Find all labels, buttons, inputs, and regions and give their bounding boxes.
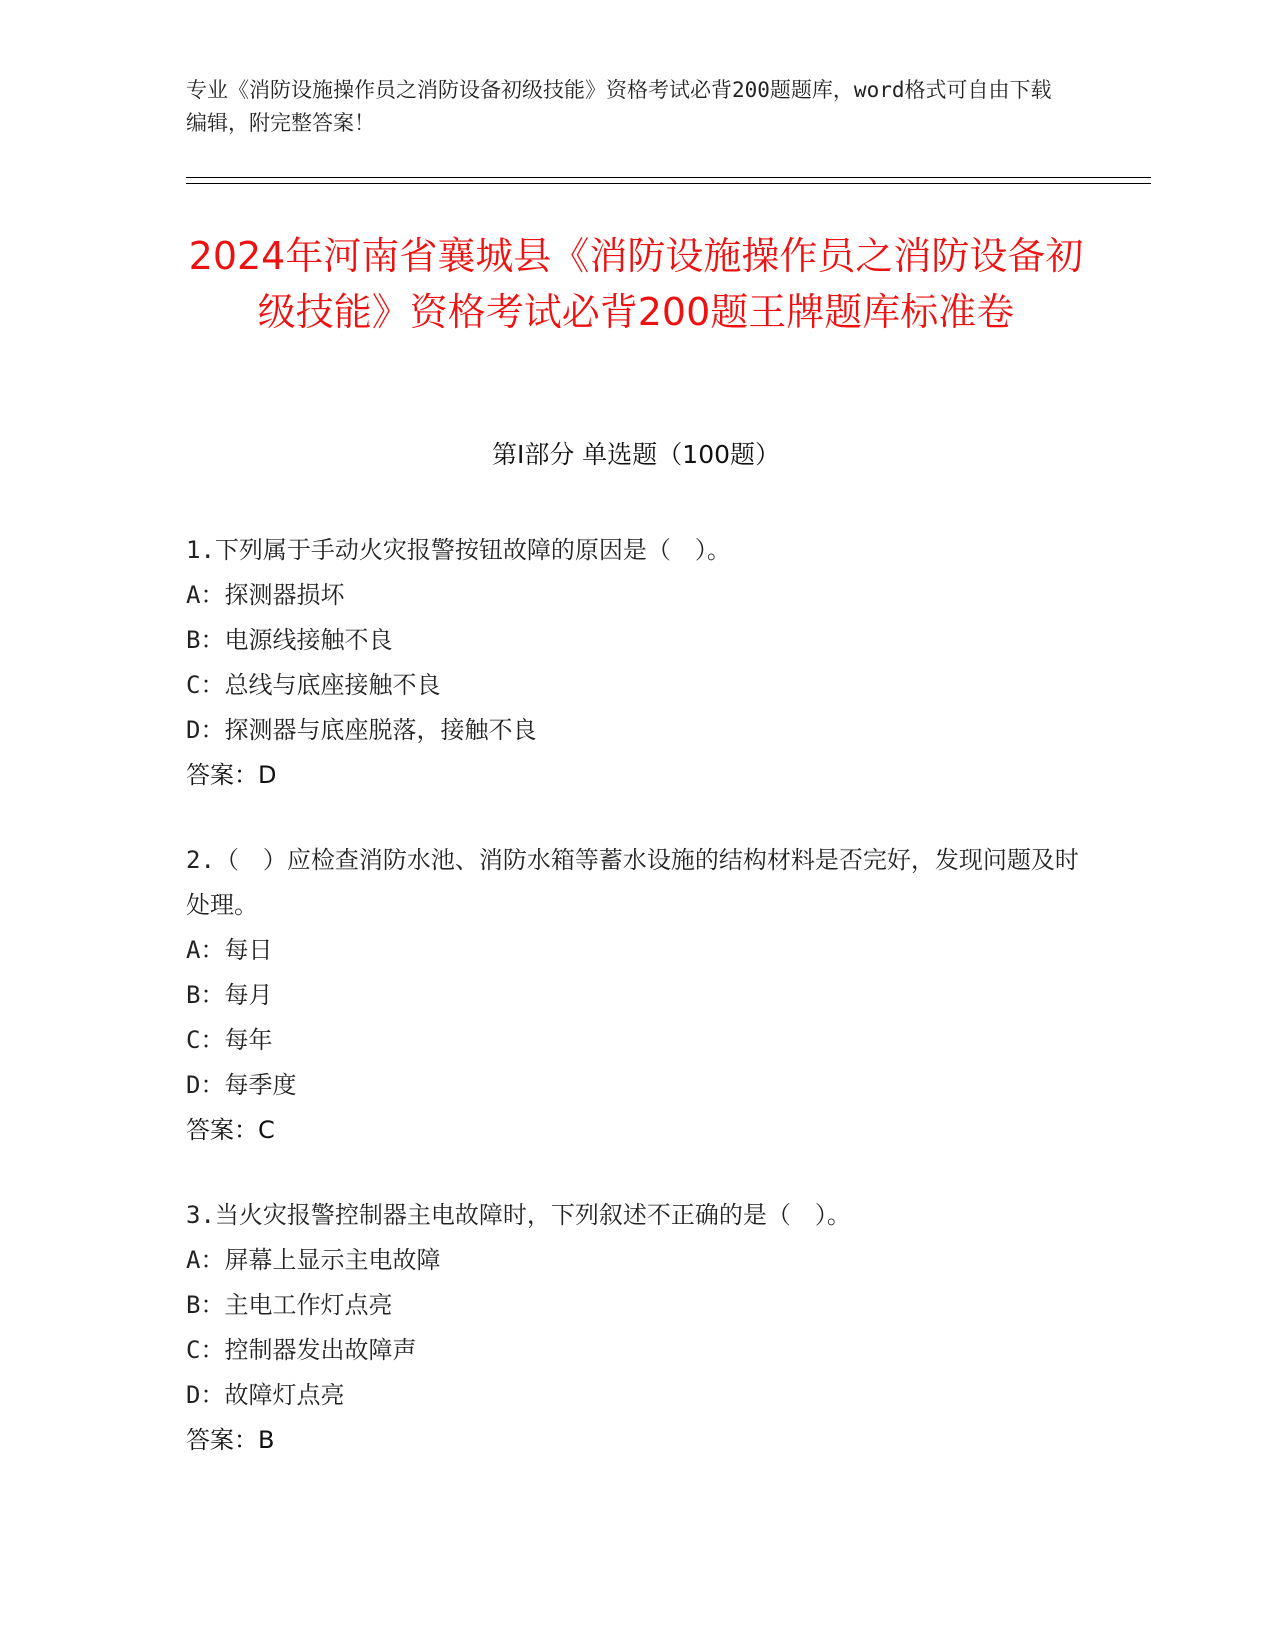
- option-d: D：故障灯点亮: [186, 1381, 345, 1409]
- option-a: A：探测器损坏: [186, 581, 345, 609]
- option-d: D：每季度: [186, 1071, 297, 1099]
- answer: 答案：B: [186, 1426, 275, 1454]
- question-2: [186, 838, 1086, 1153]
- option-a: A：屏幕上显示主电故障: [186, 1246, 441, 1274]
- header-rule-bottom: [186, 183, 1151, 184]
- option-b: B：电源线接触不良: [186, 626, 393, 654]
- answer: 答案：D: [186, 761, 277, 789]
- question-stem: 3.当火灾报警控制器主电故障时，下列叙述不正确的是（ ）。: [186, 1201, 851, 1229]
- option-d: D：探测器与底座脱落，接触不良: [186, 716, 537, 744]
- question-stem: 2.（ ）应检查消防水池、消防水箱等蓄水设施的结构材料是否完好，发现问题及时处理。: [186, 846, 1079, 919]
- header-rule-top: [186, 177, 1151, 178]
- question-1: [186, 528, 1086, 798]
- option-a: A：每日: [186, 936, 273, 964]
- answer: 答案：C: [186, 1116, 275, 1144]
- option-c: C：总线与底座接触不良: [186, 671, 441, 699]
- option-b: B：主电工作灯点亮: [186, 1291, 393, 1319]
- option-c: C：每年: [186, 1026, 273, 1054]
- question-3: [186, 1193, 1086, 1463]
- question-stem: 1.下列属于手动火灾报警按钮故障的原因是（ ）。: [186, 536, 731, 564]
- option-c: C：控制器发出故障声: [186, 1336, 417, 1364]
- document-title: 2024年河南省襄城县《消防设施操作员之消防设备初级技能》资格考试必背200题王牌题库标准卷: [188, 234, 1084, 334]
- question-list: [186, 528, 1086, 1503]
- option-b: B：每月: [186, 981, 273, 1009]
- section-title: 第I部分 单选题（100题）: [491, 440, 781, 469]
- header-note: 专业《消防设施操作员之消防设备初级技能》资格考试必背200题题库，word格式可自由下载编辑，附完整答案！: [186, 78, 1052, 135]
